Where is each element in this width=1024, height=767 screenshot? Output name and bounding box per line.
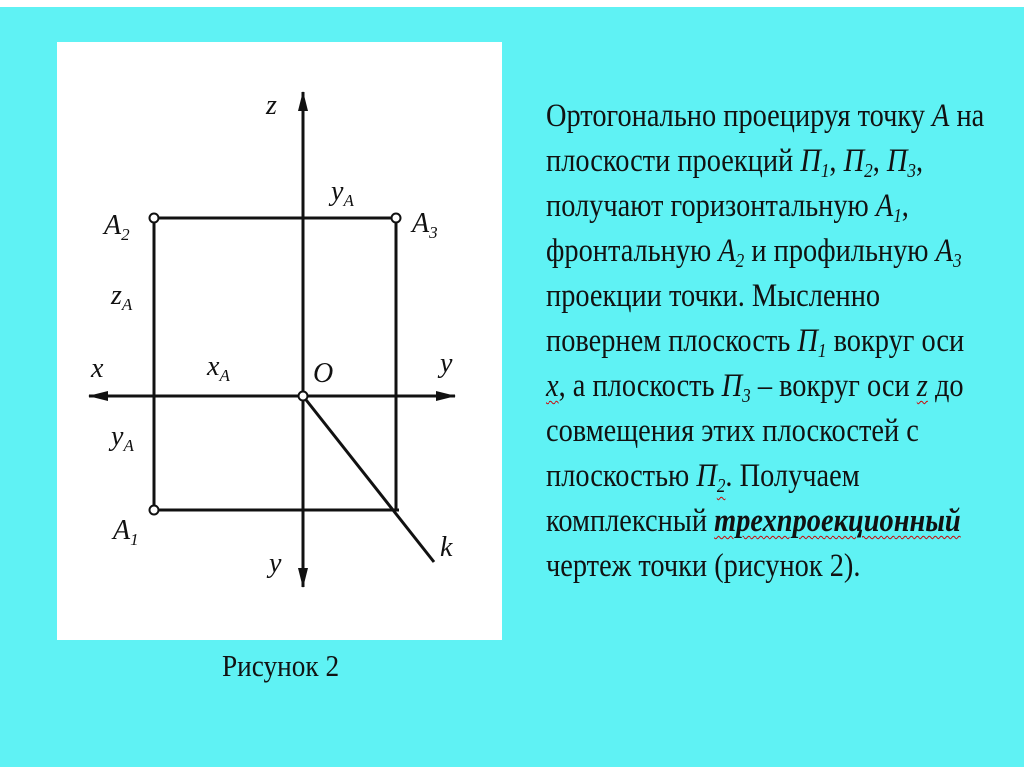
constant-line-k	[303, 396, 434, 562]
explanation-text	[546, 94, 1024, 589]
label-z: z	[266, 90, 277, 121]
label-k: k	[440, 532, 453, 563]
label-y-right: y	[440, 348, 453, 379]
text-line-11: чертеж точки (рисунок 2).	[546, 548, 861, 584]
label-a3: A3	[412, 208, 438, 242]
point-a3	[392, 214, 401, 223]
text-line-4: фронтальную $А_2$ и профильную $А_3$	[546, 233, 962, 272]
text-line-10: комплексный трехпроекционный	[546, 503, 961, 539]
label-a1: A1	[113, 515, 139, 549]
text-line-1: Ортогонально проецируя точку А на	[546, 98, 985, 134]
text-line-9: плоскостью $П_2$. Получаем	[546, 458, 860, 497]
label-origin: O	[313, 358, 334, 389]
point-a1	[150, 506, 159, 515]
label-x: x	[91, 353, 104, 384]
text-line-5: проекции точки. Мысленно	[546, 278, 881, 314]
label-a2: A2	[104, 210, 130, 244]
point-origin	[299, 392, 308, 401]
text-line-3: получают горизонтальную $А_1$,	[546, 188, 909, 227]
projection-diagram	[57, 42, 502, 640]
label-y-bottom: y	[269, 548, 282, 579]
top-border	[0, 0, 1024, 7]
point-a2	[150, 214, 159, 223]
label-za: zA	[111, 280, 133, 314]
text-line-7: х, а плоскость $П_3$ – вокруг оси z до	[546, 368, 964, 407]
label-ya-left: yA	[111, 421, 134, 455]
label-xa: xA	[207, 351, 230, 385]
figure-panel	[57, 42, 502, 640]
text-line-8: совмещения этих плоскостей с	[546, 413, 919, 449]
figure-caption: Рисунок 2	[222, 648, 340, 683]
text-line-6: повернем плоскость $П_1$ вокруг оси	[546, 323, 965, 362]
text-line-2: плоскости проекций $П_1$, $П_2$, $П_3$,	[546, 143, 924, 182]
label-ya-top: yA	[331, 176, 354, 210]
